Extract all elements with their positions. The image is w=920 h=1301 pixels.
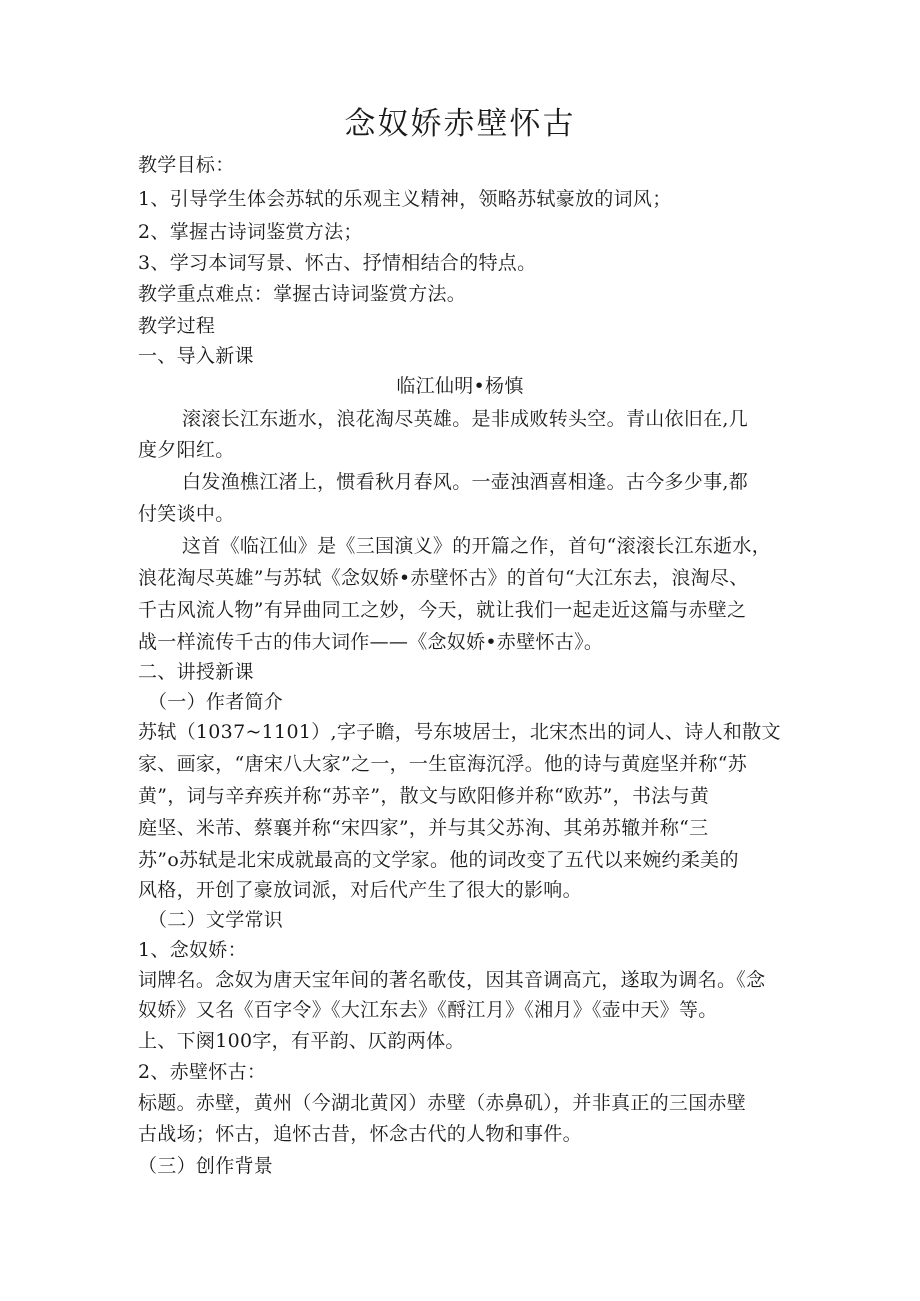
poem-line: 付笑谈中。	[138, 503, 235, 525]
literature-heading: （二）文学常识	[148, 909, 284, 931]
author-heading: （一）作者简介	[148, 691, 284, 713]
item-paragraph-line: 词牌名。念奴为唐天宝年间的著名歌伎，因其音调高亢，遂取为调名。《念	[138, 969, 766, 991]
section-heading-intro: 一、导入新课	[138, 345, 254, 367]
author-paragraph-line: 风格，开创了豪放词派，对后代产生了很大的影响。	[138, 879, 582, 901]
objective-item: 2、掌握古诗词鉴赏方法；	[138, 221, 363, 243]
poem-line: 度夕阳红。	[138, 439, 235, 461]
page-title: 念奴娇赤壁怀古	[344, 106, 576, 142]
objective-item: 1、引导学生体会苏轼的乐观主义精神，领略苏轼豪放的词风；	[138, 188, 672, 210]
item-heading: 1、念奴娇：	[138, 939, 247, 961]
item-paragraph-line: 奴娇》又名《百字令》《大江东去》《酹江月》《湘月》《壶中天》等。	[138, 999, 718, 1021]
item-heading: 2、赤壁怀古：	[138, 1061, 267, 1083]
key-points: 教学重点难点：掌握古诗词鉴赏方法。	[138, 283, 467, 305]
item-paragraph-line: 上、下阕100字，有平韵、仄韵两体。	[138, 1030, 465, 1052]
process-heading: 教学过程	[138, 315, 216, 337]
intro-paragraph-line: 战一样流传千古的伟大词作——《念奴娇•赤壁怀古》。	[138, 631, 604, 653]
author-paragraph-line: 苏”o苏轼是北宋成就最高的文学家。他的词改变了五代以来婉约柔美的	[138, 849, 739, 871]
author-paragraph-line: 苏轼（1037~1101）,字子瞻，号东坡居士，北宋杰出的词人、诗人和散文	[138, 721, 781, 743]
objectives-heading: 教学目标：	[138, 154, 235, 176]
intro-paragraph-line: 千古风流人物”有异曲同工之妙，今天，就让我们一起走近这篇与赤壁之	[138, 599, 747, 621]
intro-paragraph-line: 这首《临江仙》是《三国演义》的开篇之作，首句“滚滚长江东逝水，	[182, 535, 772, 557]
author-paragraph-line: 黄”，词与辛弃疾并称“苏辛”，散文与欧阳修并称“欧苏”，书法与黄	[138, 785, 710, 807]
author-paragraph-line: 庭坚、米芾、蔡襄并称“宋四家”，并与其父苏洵、其弟苏辙并称“三	[138, 817, 709, 839]
author-paragraph-line: 家、画家，“唐宋八大家”之一，一生宦海沉浮。他的诗与黄庭坚并称“苏	[138, 753, 748, 775]
objective-item: 3、学习本词写景、怀古、抒情相结合的特点。	[138, 252, 537, 274]
poem-line: 滚滚长江东逝水，浪花淘尽英雄。是非成败转头空。青山依旧在,几	[182, 408, 749, 430]
background-heading: （三）创作背景	[138, 1155, 274, 1177]
intro-paragraph-line: 浪花淘尽英雄”与苏轼《念奴娇•赤壁怀古》的首句“大江东去，浪淘尽、	[138, 567, 749, 589]
item-paragraph-line: 古战场；怀古，追怀古昔，怀念古代的人物和事件。	[138, 1123, 582, 1145]
poem-title: 临江仙明•杨慎	[396, 375, 524, 397]
poem-line: 白发渔樵江渚上，惯看秋月春风。一壶浊酒喜相逢。古今多少事,都	[182, 471, 749, 493]
item-paragraph-line: 标题。赤壁，黄州（今湖北黄冈）赤壁（赤鼻矶），并非真正的三国赤壁	[138, 1092, 747, 1114]
section-heading-lecture: 二、讲授新课	[138, 661, 254, 683]
